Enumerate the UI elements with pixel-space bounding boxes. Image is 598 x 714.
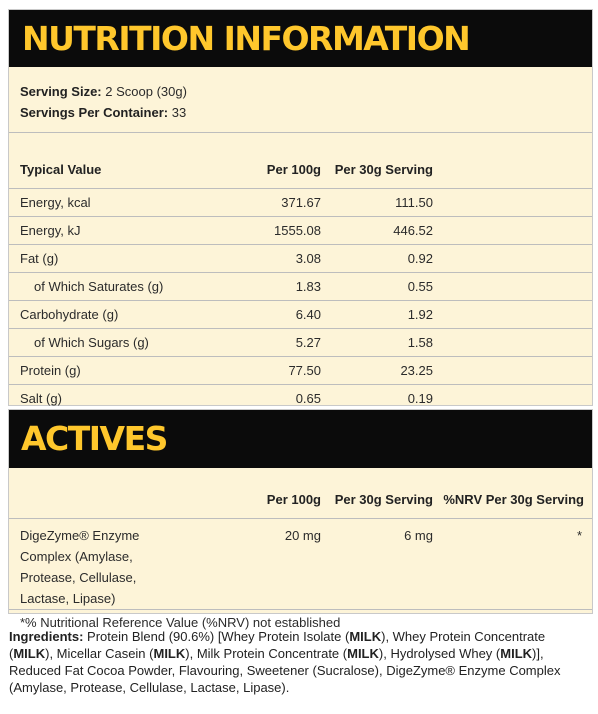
col-header-per30: Per 30g Serving [321, 133, 433, 188]
ingredients-part: ), Hydrolysed Whey ( [378, 646, 501, 661]
actives-panel [8, 409, 593, 631]
nrv-footnote: *% Nutritional Reference Value (%NRV) not established [20, 615, 341, 631]
ingredients-part: ), Milk Protein Concentrate ( [185, 646, 348, 661]
allergen-milk: MILK [347, 646, 379, 661]
ingredients-text [9, 628, 592, 696]
row-spacer [433, 384, 592, 412]
row-spacer [433, 300, 592, 328]
row-per30: 1.92 [321, 300, 433, 328]
table-row [9, 518, 592, 609]
col-header-typical: Typical Value [9, 133, 189, 188]
row-per30: 0.55 [321, 272, 433, 300]
row-per30: 111.50 [321, 188, 433, 216]
row-label: Energy, kJ [9, 216, 189, 244]
row-per30: 23.25 [321, 356, 433, 384]
actives-title: ACTIVES [9, 410, 592, 468]
nutrition-title: NUTRITION INFORMATION [9, 10, 592, 67]
nutrition-panel [8, 9, 593, 406]
active-label: DigeZyme® Enzyme Complex (Amylase, Protease, Cellulase, Lactase, Lipase) [9, 518, 189, 609]
row-per30: 446.52 [321, 216, 433, 244]
serving-size [20, 81, 592, 102]
row-label: Fat (g) [9, 244, 189, 272]
active-per30: 6 mg [321, 518, 433, 609]
ingredients-part: )], Reduced Fat Cocoa Powder, Flavouring, Sweetener (Sucralose), DigeZyme® Enzyme Complex (Amylase, Protease, Cellulase, Lactase, Lipase). [9, 646, 561, 695]
serving-size-value: 2 Scoop (30g) [105, 84, 187, 99]
row-spacer [433, 272, 592, 300]
allergen-milk: MILK [500, 646, 533, 661]
servings-per-container [20, 102, 592, 123]
ingredients-part: ), Micellar Casein ( [45, 646, 154, 661]
active-nrv: * [433, 518, 592, 609]
row-per30: 0.92 [321, 244, 433, 272]
row-per100: 1.83 [189, 272, 321, 300]
row-per100: 1555.08 [189, 216, 321, 244]
table-row [9, 328, 592, 356]
actives-col-header-nrv: %NRV Per 30g Serving [433, 468, 592, 518]
allergen-milk: MILK [13, 646, 46, 661]
table-row [9, 272, 592, 300]
serving-size-label: Serving Size: [20, 84, 102, 99]
row-spacer [433, 216, 592, 244]
row-label: Carbohydrate (g) [9, 300, 189, 328]
active-per100: 20 mg [189, 518, 321, 609]
allergen-milk: MILK [349, 629, 382, 644]
col-header-per100: Per 100g [189, 133, 321, 188]
row-per100: 371.67 [189, 188, 321, 216]
actives-header-row [9, 468, 592, 518]
row-label: of Which Sugars (g) [9, 328, 189, 356]
table-row [9, 300, 592, 328]
row-spacer [433, 244, 592, 272]
table-row [9, 356, 592, 384]
servings-label: Servings Per Container: [20, 105, 169, 120]
actives-table [9, 468, 592, 636]
row-per100: 3.08 [189, 244, 321, 272]
nutrition-header-row [9, 133, 592, 188]
row-per100: 0.65 [295, 390, 321, 406]
table-row [9, 188, 592, 216]
row-spacer [433, 328, 592, 356]
table-row [9, 216, 592, 244]
row-label: Protein (g) [9, 356, 189, 384]
col-header-spacer [433, 133, 592, 188]
row-per100: 6.40 [189, 300, 321, 328]
ingredients-part: ), Whey Protein Concentrate ( [9, 629, 546, 661]
ingredients-label: Ingredients: [9, 629, 84, 644]
actives-col-header-per100: Per 100g [189, 468, 321, 518]
actives-col-header-per30: Per 30g Serving [321, 468, 433, 518]
row-per30: 1.58 [321, 328, 433, 356]
row-spacer [433, 356, 592, 384]
serving-info [9, 67, 592, 133]
nutrition-table [9, 133, 592, 412]
row-label: Energy, kcal [9, 188, 189, 216]
ingredients-part: Protein Blend (90.6%) [Whey Protein Isolate ( [87, 629, 350, 644]
row-label: Salt (g) [20, 390, 62, 406]
row-per100: 77.50 [189, 356, 321, 384]
actives-col-header-blank [9, 468, 189, 518]
allergen-milk: MILK [153, 646, 186, 661]
row-label: of Which Saturates (g) [9, 272, 189, 300]
table-row [9, 244, 592, 272]
table-row [9, 384, 592, 412]
row-per30: 0.19 [407, 390, 433, 406]
row-per100: 5.27 [189, 328, 321, 356]
servings-value: 33 [171, 105, 187, 120]
row-spacer [433, 188, 592, 216]
